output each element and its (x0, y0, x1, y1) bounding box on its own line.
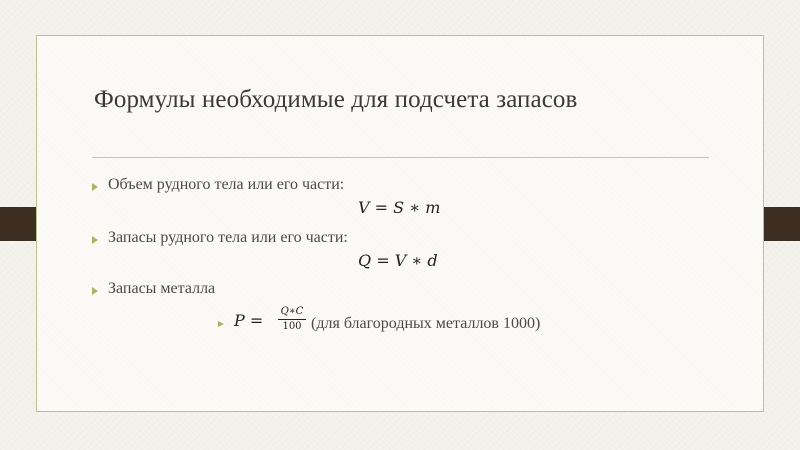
bullet-text-reserves: Запасы рудного тела или его части: (108, 229, 348, 246)
precious-metals-note: (для благородных металлов 1000) (311, 315, 541, 332)
formula-var: V (394, 251, 407, 270)
fraction-denominator: 100 (282, 321, 302, 332)
title-divider (92, 157, 709, 158)
formula-var: P (234, 311, 245, 330)
formula-reserves (358, 251, 438, 270)
formula-operator: ∗ (409, 198, 421, 217)
fraction (278, 306, 306, 333)
formula-operator: = (249, 311, 264, 330)
fraction-bar (278, 319, 306, 320)
formula-var: Q (358, 251, 372, 270)
formula-var: d (427, 251, 438, 270)
formula-var: m (425, 198, 441, 217)
slide-title: Формулы необходимые для подсчета запасов (94, 86, 578, 113)
formula-metal (234, 311, 263, 330)
formula-operator: = (376, 251, 390, 270)
formula-var: V (358, 198, 370, 217)
bullet-text-volume: Объем рудного тела или его части: (108, 176, 345, 193)
formula-operator: ∗ (411, 251, 423, 270)
fraction-numerator: Q∗C (280, 306, 304, 317)
bullet-text-metal-reserves: Запасы металла (108, 280, 216, 297)
formula-volume (358, 198, 440, 217)
formula-operator: = (374, 198, 389, 217)
formula-var: S (393, 198, 405, 217)
